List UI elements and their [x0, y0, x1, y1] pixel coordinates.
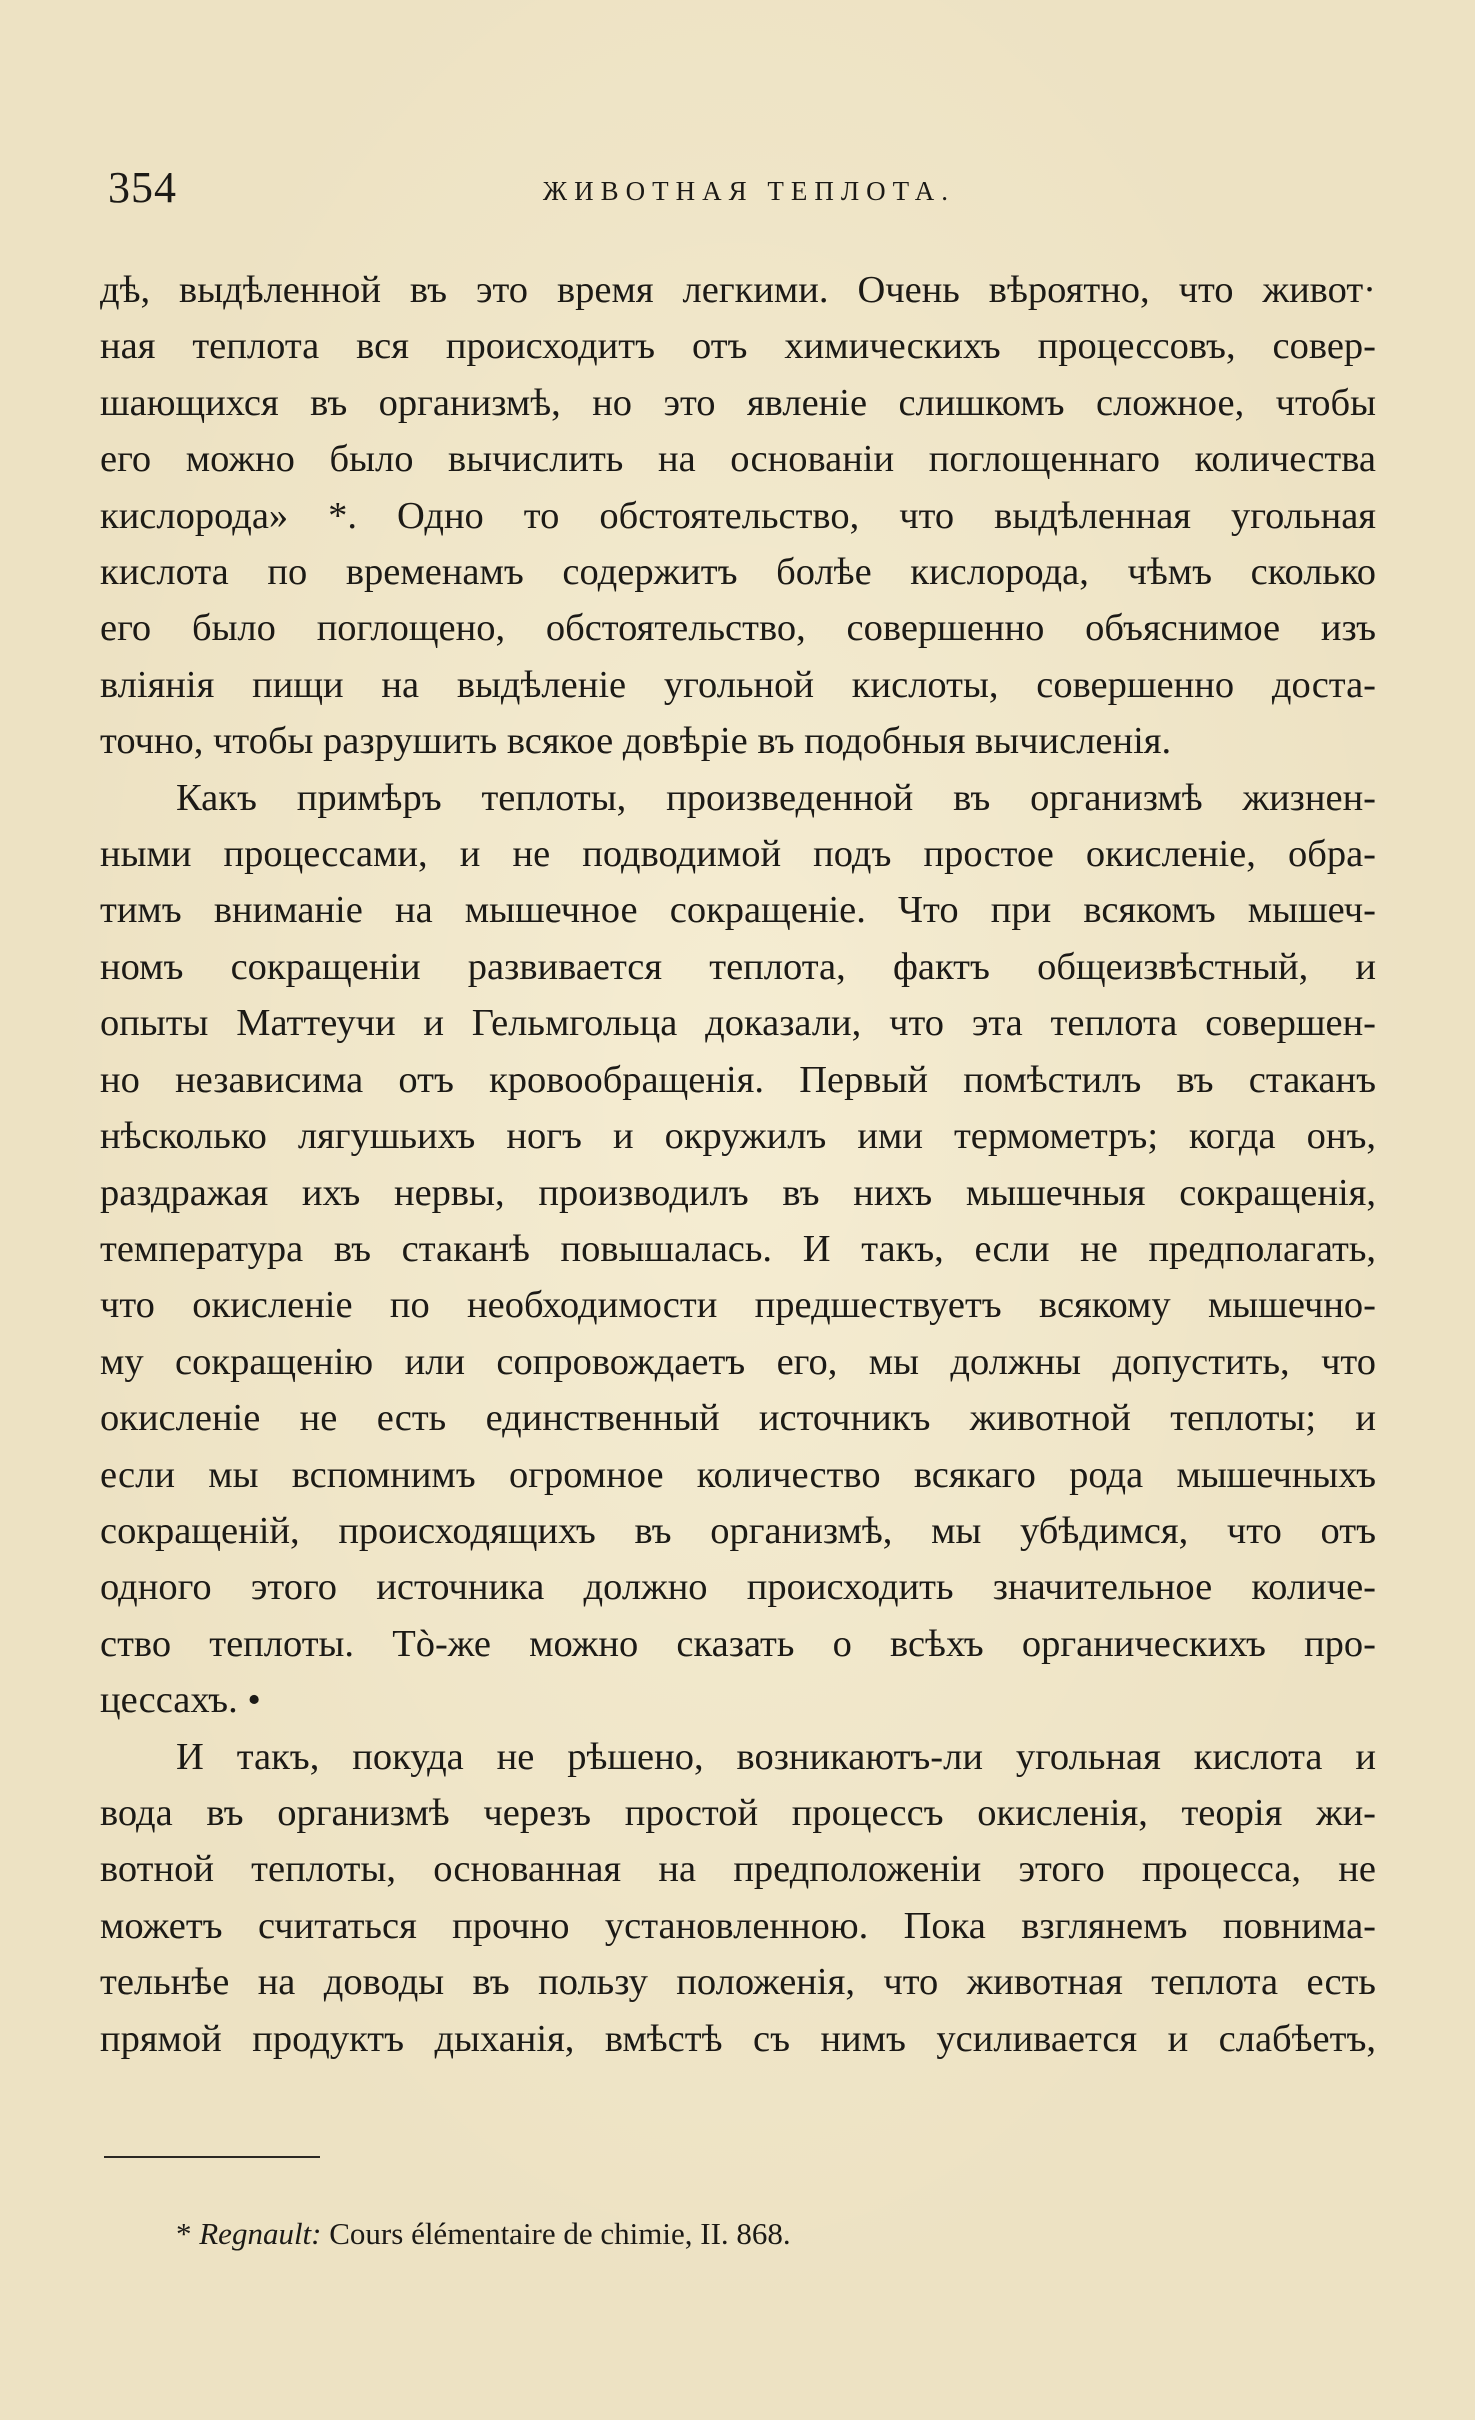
footnote — [176, 2212, 791, 2256]
text-line: цессахъ. • — [100, 1679, 261, 1722]
text-line: кислота по временамъ содержитъ болѣе кислорода, чѣмъ сколько — [100, 551, 1376, 594]
text-line: му сокращенію или сопровождаетъ его, мы должны допустить, что — [100, 1340, 1376, 1383]
text-line: ными процессами, и не подводимой подъ простое окисленіе, обра- — [100, 833, 1376, 876]
text-line: если мы вспомнимъ огромное количество всякаго рода мышечныхъ — [100, 1453, 1376, 1496]
text-line: вліянія пищи на выдѣленіе угольной кислоты, совершенно доста- — [100, 663, 1376, 706]
text-line: И такъ, покуда не рѣшено, возникаютъ-ли угольная кислота и — [176, 1735, 1376, 1778]
text-line: нѣсколько лягушьихъ ногъ и окружилъ ими термометръ; когда онъ, — [100, 1115, 1376, 1158]
text-line: тельнѣе на доводы въ пользу положенія, что животная теплота есть — [100, 1961, 1376, 2004]
running-head-title: ЖИВОТНАЯ ТЕПЛОТА. — [542, 176, 956, 206]
footnote-divider — [104, 2156, 320, 2158]
text-line: тимъ вниманіе на мышечное сокращеніе. Что при всякомъ мышеч- — [100, 889, 1376, 932]
text-line: ство теплоты. Тò-же можно сказать о всѣхъ органическихъ про- — [100, 1622, 1376, 1665]
text-line: номъ сокращеніи развивается теплота, фактъ общеизвѣстный, и — [100, 945, 1376, 988]
text-line: вотной теплоты, основанная на предположеніи этого процесса, не — [100, 1848, 1376, 1891]
page-number: 354 — [108, 163, 177, 212]
running-head — [108, 160, 1370, 216]
text-line: сокращеній, происходящихъ въ организмѣ, мы убѣдимся, что отъ — [100, 1509, 1376, 1552]
text-line: можетъ считаться прочно установленною. Пока взглянемъ повнима- — [100, 1904, 1376, 1947]
footnote-author: Regnault: — [199, 2216, 322, 2251]
text-line: Какъ примѣръ теплоты, произведенной въ организмѣ жизнен- — [176, 776, 1376, 819]
text-line: дѣ, выдѣленной въ это время легкими. Очень вѣроятно, что живот· — [100, 269, 1376, 311]
text-line: шающихся въ организмѣ, но это явленіе слишкомъ сложное, чтобы — [100, 381, 1376, 424]
text-line: окисленіе не есть единственный источникъ животной теплоты; и — [100, 1397, 1376, 1440]
text-line: ная теплота вся происходитъ отъ химическихъ процессовъ, совер- — [100, 325, 1376, 368]
text-line: его можно было вычислить на основаніи поглощеннаго количества — [100, 438, 1376, 481]
text-line: вода въ организмѣ черезъ простой процессъ окисленія, теорія жи- — [100, 1791, 1376, 1834]
text-line: но независима отъ кровообращенія. Первый помѣстилъ въ стаканъ — [100, 1058, 1376, 1101]
text-line: одного этого источника должно происходить значительное количе- — [100, 1566, 1376, 1609]
paragraph-2 — [100, 770, 1376, 1729]
text-line: прямой продуктъ дыханія, вмѣстѣ съ нимъ усиливается и слабѣетъ, — [100, 2017, 1376, 2060]
footnote-text: Cours élémentaire de chimie, II. 868. — [329, 2216, 791, 2251]
body-text — [100, 262, 1376, 2067]
footnote-marker: * — [176, 2216, 192, 2251]
text-line: его было поглощено, обстоятельство, совершенно объяснимое изъ — [100, 607, 1376, 650]
text-line: кислорода» *. Одно то обстоятельство, что выдѣленная угольная — [100, 494, 1376, 537]
paragraph-1 — [100, 262, 1376, 770]
paragraph-3 — [100, 1729, 1376, 2067]
text-line: раздражая ихъ нервы, производилъ въ нихъ мышечныя сокращенія, — [100, 1171, 1376, 1214]
text-line: температура въ стаканѣ повышалась. И такъ, если не предполагать, — [100, 1227, 1376, 1270]
text-line: точно, чтобы разрушить всякое довѣріе въ подобныя вычисленія. — [100, 720, 1172, 763]
text-line: что окисленіе по необходимости предшествуетъ всякому мышечно- — [100, 1284, 1376, 1327]
text-line: опыты Маттеучи и Гельмгольца доказали, что эта теплота совершен- — [100, 1002, 1376, 1045]
